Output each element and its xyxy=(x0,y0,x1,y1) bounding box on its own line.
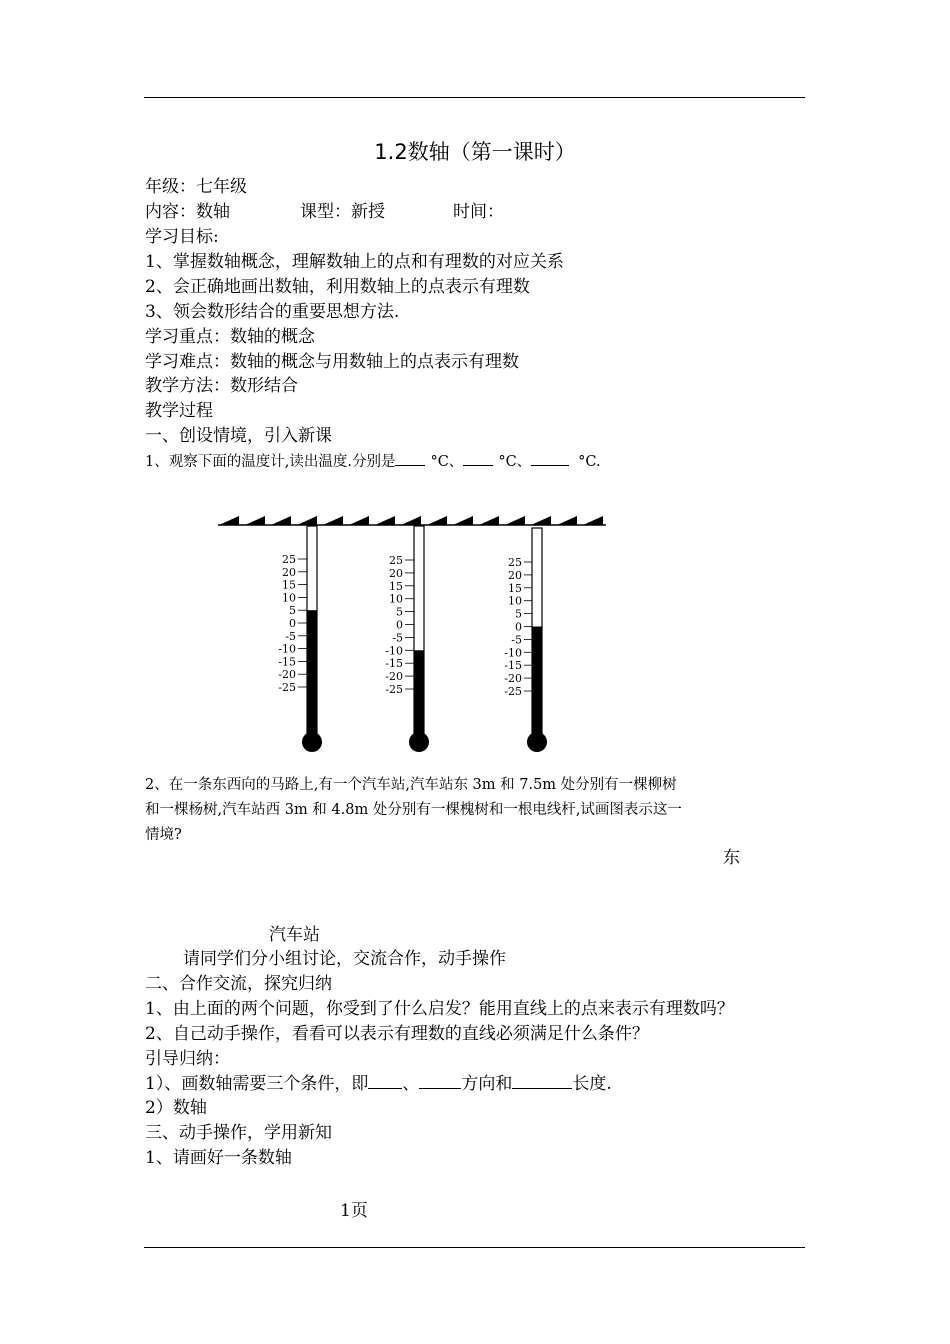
scale-label: 0 xyxy=(396,618,403,632)
page-number: 1页 xyxy=(340,1201,368,1221)
hatch-mark xyxy=(583,516,603,525)
scale-label: -5 xyxy=(511,633,522,647)
goals-heading: 学习目标: xyxy=(145,227,219,247)
hatch-mark xyxy=(219,516,239,525)
section1-heading: 一、创设情境，引入新课 xyxy=(145,426,332,446)
scale-label: -15 xyxy=(504,659,522,673)
road-question-line: 2、在一条东西向的马路上,有一个汽车站,汽车站东 3m 和 7.5m 处分别有一棵柳树 xyxy=(145,777,677,793)
mercury-column xyxy=(532,627,542,739)
hatch-mark xyxy=(271,516,291,525)
hatch-mark xyxy=(479,516,499,525)
scale-label: 10 xyxy=(282,591,296,605)
scale-label: 20 xyxy=(508,568,522,582)
goal-item: 1、掌握数轴概念，理解数轴上的点和有理数的对应关系 xyxy=(145,252,564,272)
scale-label: -5 xyxy=(392,631,403,645)
thermometer xyxy=(504,528,547,752)
scale-label: -20 xyxy=(504,672,522,686)
hatch-mark xyxy=(245,516,265,525)
road-question-line: 和一棵杨树,汽车站西 3m 和 4.8m 处分别有一棵槐树和一根电线杆,试画图表示这一 xyxy=(145,802,682,818)
footer-rule xyxy=(144,1247,805,1248)
condition-blank-3[interactable] xyxy=(512,1074,572,1089)
scale-label: 15 xyxy=(389,579,403,593)
scale-label: -20 xyxy=(385,670,403,684)
scale-label: -5 xyxy=(285,629,296,643)
scale-label: 10 xyxy=(508,594,522,608)
section2-question-2: 2、自己动手操作，看看可以表示有理数的直线必须满足什么条件？ xyxy=(145,1024,649,1044)
scale-label: 5 xyxy=(396,605,403,619)
goal-item: 3、领会数形结合的重要思想方法. xyxy=(145,302,400,322)
hatch-mark xyxy=(297,516,317,525)
hatch-mark xyxy=(401,516,421,525)
scale-label: -10 xyxy=(504,646,522,660)
method-line: 教学方法：数形结合 xyxy=(145,376,298,396)
hatch-mark xyxy=(323,516,343,525)
section3-question-1: 1、请画好一条数轴 xyxy=(145,1148,292,1168)
scale-label: 25 xyxy=(282,553,296,566)
type-label: 课型：新授 xyxy=(300,202,385,222)
scale-label: 15 xyxy=(508,581,522,595)
scale-label: -25 xyxy=(278,681,296,694)
grade-line: 年级：七年级 xyxy=(145,177,247,197)
bus-station-label: 汽车站 xyxy=(269,925,320,945)
hatch-mark xyxy=(453,516,473,525)
scale-label: 25 xyxy=(389,554,403,567)
section3-heading: 三、动手操作，学用新知 xyxy=(145,1123,332,1143)
east-label: 东 xyxy=(723,848,740,868)
hatch-mark xyxy=(375,516,395,525)
thermometer xyxy=(278,526,322,752)
scale-label: 20 xyxy=(282,565,296,579)
hatch-mark xyxy=(427,516,447,525)
hatch-mark xyxy=(349,516,369,525)
thermometer xyxy=(385,526,429,752)
content-label: 内容：数轴 xyxy=(145,202,230,222)
scale-label: 10 xyxy=(389,592,403,606)
guide-label: 引导归纳： xyxy=(145,1049,230,1069)
scale-label: 15 xyxy=(282,578,296,592)
focus-line: 学习重点：数轴的概念 xyxy=(145,327,315,347)
scale-label: -10 xyxy=(385,644,403,658)
section2-question-1: 1、由上面的两个问题，你受到了什么启发？能用直线上的点来表示有理数吗？ xyxy=(145,999,734,1019)
axis-conditions-line: 1）、画数轴需要三个条件，即 、 方向和 长度. xyxy=(145,1074,612,1094)
page-title: 1.2数轴（第一课时） xyxy=(374,140,576,164)
scale-label: 20 xyxy=(389,566,403,580)
thermometer-question: 1、观察下面的温度计,读出温度.分别是 °C、 °C、 °C. xyxy=(145,451,601,473)
scale-label: 5 xyxy=(289,604,296,618)
process-heading: 教学过程 xyxy=(145,401,213,421)
thermometer-bulb xyxy=(527,732,547,752)
section2-heading: 二、合作交流，探究归纳 xyxy=(145,974,332,994)
thermometer-bulb xyxy=(409,732,429,752)
scale-label: 25 xyxy=(508,556,522,569)
scale-label: -15 xyxy=(278,655,296,669)
scale-label: 5 xyxy=(515,607,522,621)
scale-label: 0 xyxy=(515,620,522,634)
mercury-column xyxy=(414,650,424,738)
difficulty-line: 学习难点：数轴的概念与用数轴上的点表示有理数 xyxy=(145,352,519,372)
hatch-mark xyxy=(505,516,525,525)
mercury-column xyxy=(307,610,317,738)
condition-blank-1[interactable] xyxy=(368,1074,402,1089)
thermometer-bulb xyxy=(302,732,322,752)
hatch-mark xyxy=(531,516,551,525)
hatch-mark xyxy=(557,516,577,525)
ceiling-hatch xyxy=(218,516,606,525)
road-question-line: 情境? xyxy=(145,827,182,843)
discussion-prompt: 请同学们分小组讨论，交流合作，动手操作 xyxy=(183,949,506,969)
goal-item: 2、会正确地画出数轴，利用数轴上的点表示有理数 xyxy=(145,277,530,297)
scale-label: -25 xyxy=(385,683,403,696)
scale-label: -25 xyxy=(504,685,522,698)
condition-blank-2[interactable] xyxy=(419,1074,461,1089)
scale-label: -10 xyxy=(278,642,296,656)
scale-label: 0 xyxy=(289,617,296,630)
scale-label: -20 xyxy=(278,668,296,682)
time-label: 时间： xyxy=(453,202,504,222)
number-axis-item: 2）数轴 xyxy=(145,1098,207,1118)
scale-label: -15 xyxy=(385,657,403,671)
